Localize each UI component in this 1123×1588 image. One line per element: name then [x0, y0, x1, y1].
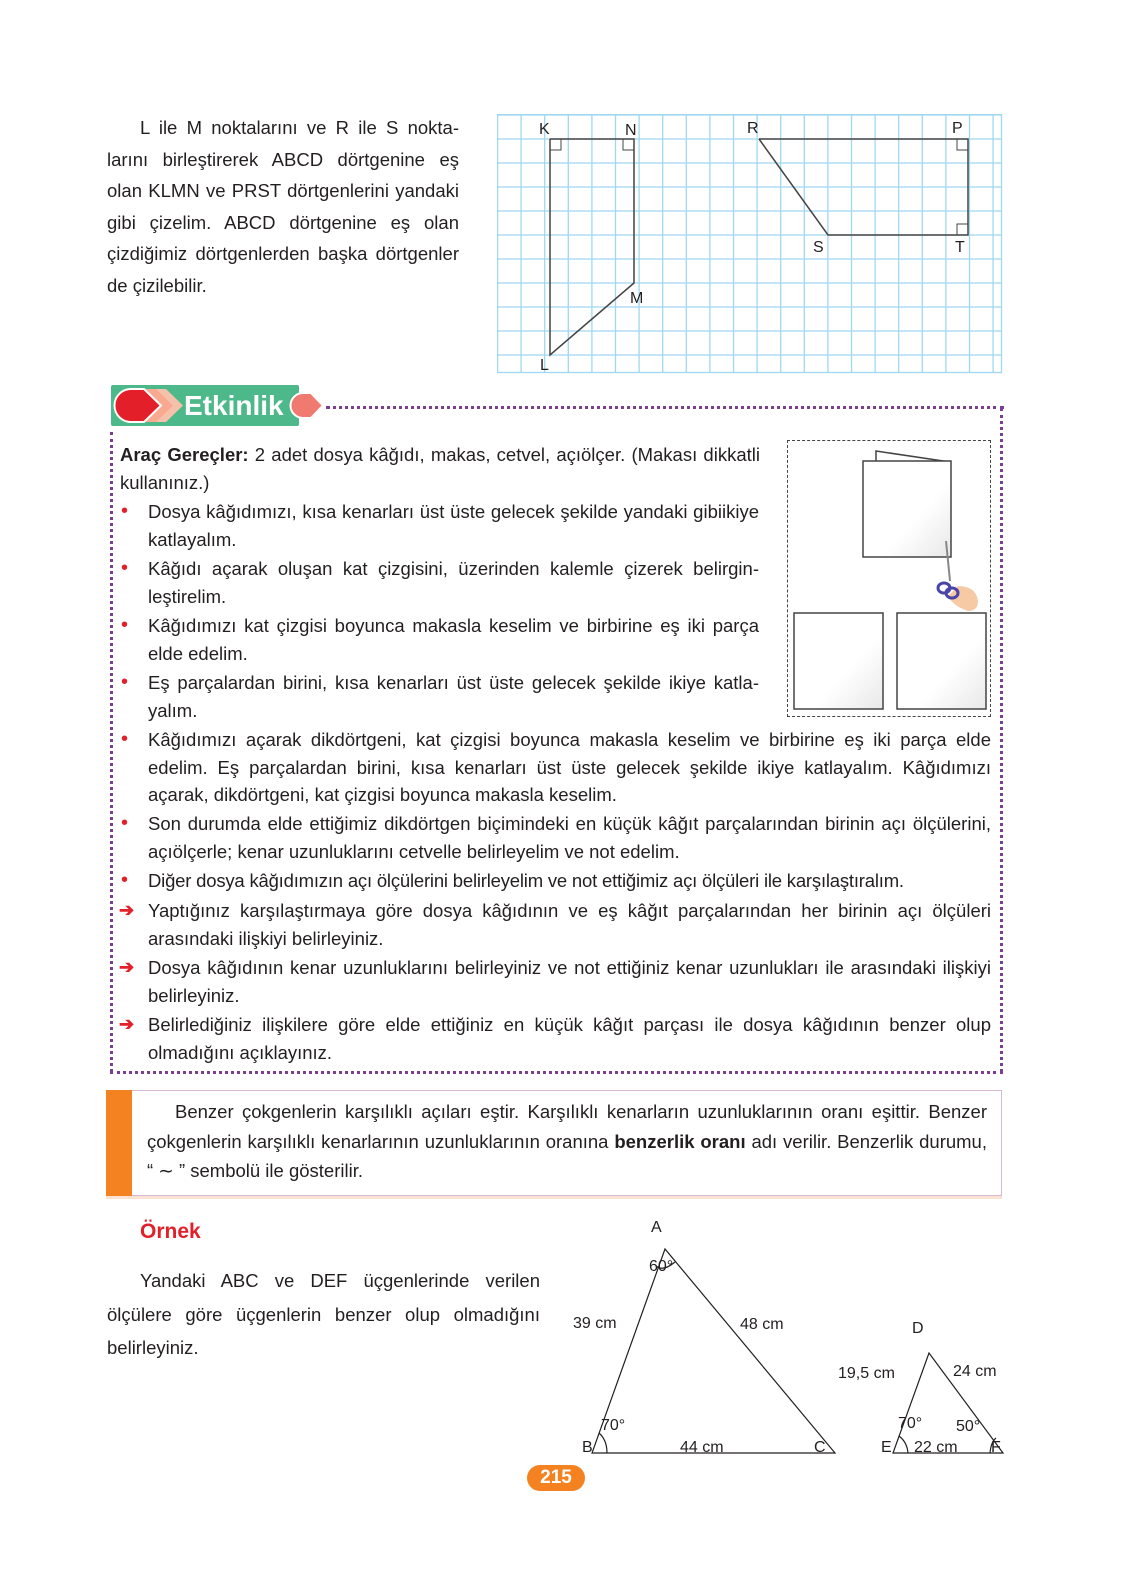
paper-folding-illustration	[787, 440, 991, 717]
bullet-icon: •	[121, 869, 129, 891]
materials-label: Araç Gereçler:	[120, 444, 249, 465]
info-text-part: Benzer çokgenlerin karşılıklı açıları eştir. Karşılıklı kenarların uzunluklarının oranı eşittir. Benzer çokgenlerin karşılıklı kenarlarının uzunluklarının oranına	[147, 1101, 987, 1152]
bullet-icon: •	[121, 557, 129, 579]
activity-step: Eş parçalardan birini, kısa kenarları üst üste gelecek şekilde ikiye katlayalım.	[148, 672, 759, 721]
activity-question: Belirlediğiniz ilişkilere göre elde ettiğiniz en küçük kâğıt parçası ile dosya kâğıdının benzer olup olmadığını açıklayınız.	[148, 1014, 991, 1063]
side-ac: 48 cm	[740, 1316, 784, 1333]
angle-f: 50°	[956, 1418, 981, 1435]
bullet-icon: •	[121, 671, 129, 693]
grid-figure	[497, 114, 1003, 374]
activity-step: Son durumda elde ettiğimiz dikdörtgen biçimindeki en küçük kâğıt parçalarından birinin açı ölçülerini, açıölçerle; kenar uzunluklarını cetvelle belirleyelim ve not edelim.	[148, 813, 991, 862]
side-bc: 44 cm	[680, 1439, 724, 1456]
bullet-icon: •	[121, 614, 129, 636]
paper-piece-left	[794, 613, 883, 709]
activity-question: Dosya kâğıdının kenar uzunluklarını belirleyiniz ve not ettiğiniz kenar uzunlukları ile arasındaki ilişkiyi belirleyiniz.	[148, 957, 991, 1006]
arrow-icon: ➔	[119, 1014, 135, 1034]
dotted-border	[1000, 408, 1003, 1072]
vertex-e: E	[881, 1439, 892, 1456]
arrow-icon: ➔	[119, 900, 135, 920]
side-ef: 22 cm	[914, 1439, 958, 1456]
materials-text	[120, 441, 760, 496]
vertex-d: D	[912, 1320, 924, 1337]
activity-title: Etkinlik	[184, 390, 284, 421]
dotted-border	[110, 1071, 1003, 1074]
angle-e: 70°	[898, 1415, 923, 1432]
info-text	[147, 1097, 987, 1186]
triangle-abc	[592, 1249, 835, 1453]
label-k: K	[539, 121, 550, 138]
label-p: P	[952, 120, 963, 137]
materials-list: 2 adet dosya kâğıdı, makas, cetvel, açıölçer. (Makası dikkatli kullanınız.)	[120, 444, 760, 493]
label-m: M	[630, 290, 644, 307]
paper-piece-right	[897, 613, 986, 709]
vertex-f: F	[991, 1439, 1001, 1456]
info-bold-term: benzerlik oranı	[614, 1130, 746, 1152]
bullet-icon: •	[121, 728, 129, 750]
vertex-a: A	[651, 1219, 662, 1236]
triangle-def	[893, 1353, 1003, 1453]
angle-b: 70°	[601, 1417, 626, 1434]
page-number: 215	[527, 1465, 585, 1491]
activity-step: Kâğıdımızı açarak dikdörtgeni, kat çizgisi boyunca makasla keselim ve birbirine eş iki parça elde edelim. Eş parçalardan birini, kısa kenarları üst üste gelecek şekilde ikiye katlayalım. Kâğıdımızı açarak, dikdörtgeni, kat çizgisi boyunca makasla keselim.	[148, 729, 991, 806]
label-t: T	[955, 239, 965, 256]
activity-step: Diğer dosya kâğıdımızın açı ölçülerini belirleyelim ve not ettiğimiz açı ölçüleri ile karşılaştıralım.	[148, 870, 904, 891]
bullet-icon: •	[121, 812, 129, 834]
info-box-accent	[106, 1090, 132, 1196]
label-r: R	[747, 120, 759, 137]
side-de: 19,5 cm	[838, 1365, 895, 1382]
label-n: N	[625, 122, 637, 139]
dotted-border	[326, 406, 1004, 409]
folded-paper	[863, 461, 951, 557]
example-text: Yandaki ABC ve DEF üçgenlerinde verilen ölçülere göre üçgenlerin benzer olup olmadığını belirleyiniz.	[107, 1270, 540, 1358]
activity-step: Kâğıdı açarak oluşan kat çizgisini, üzerinden kalemle çizerek belirginleştirelim.	[148, 558, 759, 607]
vertex-b: B	[582, 1439, 593, 1456]
angle-a: 60°	[649, 1258, 674, 1275]
side-df: 24 cm	[953, 1363, 997, 1380]
side-ab: 39 cm	[573, 1315, 617, 1332]
arrow-icon: ➔	[119, 957, 135, 977]
vertex-c: C	[814, 1439, 826, 1456]
activity-step: Dosya kâğıdımızı, kısa kenarları üst üste gelecek şekilde yandaki gibiikiye katlayalım.	[148, 501, 759, 550]
example-title: Örnek	[140, 1220, 201, 1243]
label-l: L	[540, 357, 549, 374]
activity-step: Kâğıdımızı kat çizgisi boyunca makasla keselim ve birbirine eş iki parça elde edelim.	[148, 615, 759, 664]
intro-paragraph: L ile M noktalarını ve R ile S noktalarını birleştirerek ABCD dörtgenine eş olan KLMN ve PRST dörtgenlerini yandaki gibi çizelim. ABCD dörtgenine eş olan çizdiğimiz dörtgenlerden başka dörtgenler de çizilebilir.	[107, 117, 459, 296]
bullet-icon: •	[121, 500, 129, 522]
dotted-border	[110, 432, 113, 1072]
activity-question: Yaptığınız karşılaştırmaya göre dosya kâğıdının ve eş kâğıt parçalarından her birinin açı ölçüleri arasındaki ilişkiyi belirleyiniz.	[148, 900, 991, 949]
label-s: S	[813, 239, 824, 256]
info-text-part: adı verilir. Benzerlik durumu, “ ∼ ” sembolü ile gösterilir.	[147, 1130, 987, 1181]
